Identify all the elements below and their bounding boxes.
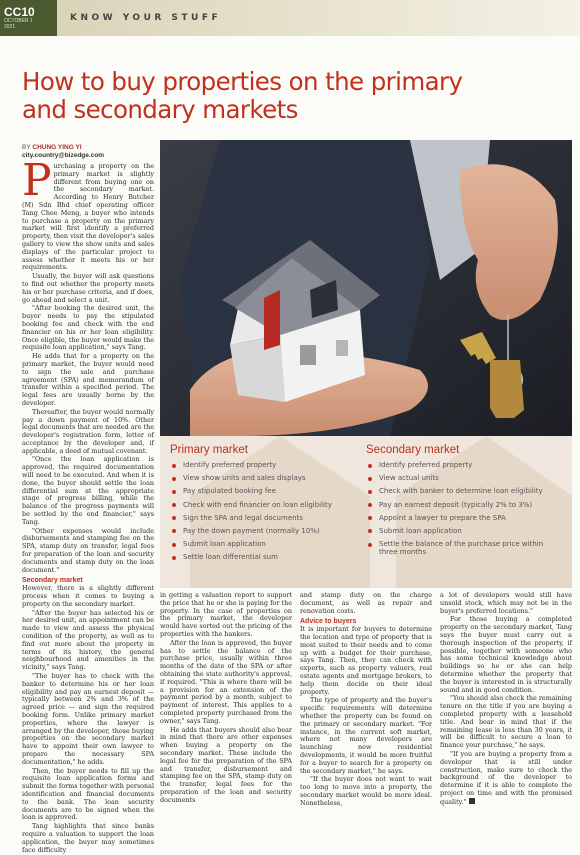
primary-steps-list xyxy=(170,461,358,562)
list-item: Identify preferred property xyxy=(170,461,358,470)
list-item: Pay stipulated booking fee xyxy=(170,487,358,496)
list-item: Pay the down payment (normally 10%) xyxy=(170,527,358,536)
author-email: city.country@bizedge.com xyxy=(22,152,105,159)
paragraph: "After booking the desired unit, the buyer needs to pay the stipulated booking fee and check with the end financier on his or her loan eligibility. Once eligible, the buyer would make the requisite loan application," says Tang. xyxy=(22,304,154,352)
paragraph: The type of property and the buyer's specific requirements will determine whether the property can be found on the primary or secondary market. "For instance, in the current soft market, where not many developers are launching new residential developments, it would be more fruitful for a buyer to search for a property on the secondary market," he says. xyxy=(300,696,432,775)
list-item: Submit loan application xyxy=(170,540,358,549)
primary-market-box xyxy=(160,436,366,588)
lead-text: urchasing a property on the primary market is slightly different from buying one on the secondary market. According to Henry Butcher (M) Sdn Bhd chief operating officer Tang Chee Meng, a buyer who intends to purchase a property on the primary market will first identify a preferred property, then visit the developer's sales gallery to view the show units and sales displays of the particular project to assess whether it meets his or her requirements. xyxy=(22,162,154,272)
list-item: Check with banker to determine loan eligibility xyxy=(366,487,554,496)
article-photo xyxy=(160,140,572,436)
author-name: CHUNG YING YI xyxy=(32,144,82,151)
drop-cap: P xyxy=(22,155,52,206)
issue-date: OCTOBER 1 xyxy=(4,18,33,24)
paragraph: It is important for buyers to determine the location and type of property that is most suited to their needs and to come up with a budget for their purchase, says Tang. Then, they can check with experts, such as property valuers, real estate agents and mortgage brokers, to help them decide on their ideal property. xyxy=(300,625,432,696)
list-item: Pay an earnest deposit (typically 2% to 3%) xyxy=(366,501,554,510)
list-item: View actual units xyxy=(366,474,554,483)
column-4 xyxy=(440,592,572,808)
column-2 xyxy=(160,592,292,806)
paragraph: He adds that for a property on the primary market, the buyer would need to sign the sale and purchase agreement (SPA) and memorandum of transfer within a specified period. The legal fees are usually borne by the developer. xyxy=(22,352,154,407)
paragraph: "Other expenses would include disbursements and stamping fee on the SPA, stamp duty on transfer, legal fees for preparation of the loan and security documents and stamp duty on the loan document." xyxy=(22,526,154,574)
paragraph: Tang highlights that since banks require a valuation to support the loan application, the buyer may sometimes face difficulty xyxy=(22,822,154,854)
paragraph: "After the buyer has selected his or her desired unit, an appointment can be made to view and assess the physical condition of the property, as well as to find out more about the property in terms of its history, the general neighbourhood and amenities in the vicinity," says Tang. xyxy=(22,608,154,672)
list-item: Appoint a lawyer to prepare the SPA xyxy=(366,514,554,523)
list-item: Settle the balance of the purchase price within three months xyxy=(366,540,554,556)
paragraph: "The buyer has to check with the banker to determine his or her loan eligibility and pay an earnest deposit — typically between 2% and 3% of the agreed price — and sign the required booking form. Unlike primary market properties, where the lawyer is arranged by the developer, those buying properties on the secondary market have to appoint their own lawyer to prepare the necessary SPA documentation," he adds. xyxy=(22,672,154,766)
paragraph: Usually, the buyer will ask questions to find out whether the property meets his or her purchase criteria, and if does, go ahead and select a unit. xyxy=(22,272,154,304)
secondary-market-box xyxy=(356,436,562,588)
list-item: Check with end financier on loan eligibility xyxy=(170,501,358,510)
end-mark-icon xyxy=(469,798,475,804)
paragraph: He adds that buyers should also bear in mind that there are other expenses when buying a property on the secondary market. These include the legal fee for the preparation of the SPA and transfer, disbursement and stamping fee on the SPA, stamp duty on the transfer, legal fees for the preparation of the loan and security documents xyxy=(160,725,292,804)
primary-box-title: Primary market xyxy=(170,444,248,456)
subhead-secondary: Secondary market xyxy=(22,577,83,585)
list-item: Sign the SPA and legal documents xyxy=(170,514,358,523)
paragraph: a lot of developers would still have unsold stock, which may not be in the buyer's preferred locations." xyxy=(440,591,572,615)
comparison-panel xyxy=(160,436,572,588)
house-keys-illustration xyxy=(160,140,572,436)
secondary-box-title: Secondary market xyxy=(366,444,460,456)
page-number: CC10 xyxy=(4,5,35,19)
paragraph: "If the buyer does not want to wait too long to move into a property, the secondary market would be more ideal. Nonetheless, xyxy=(300,775,432,807)
list-item: Submit loan application xyxy=(366,527,554,536)
list-item: Settle loan differential sum xyxy=(170,553,358,562)
paragraph: However, there is a slightly different process when it comes to buying a property on the secondary market. xyxy=(22,584,154,608)
paragraph: After the loan is approved, the buyer has to settle the balance of the purchase price, usually within three months of the date of the SPA or after obtaining the state authority's approval, if required. "This is where there will be a provision for an extension of the payment period by a month, subject to payment of interest. This applies to a completed property purchased from the owner," says Tang. xyxy=(160,638,292,725)
section-title: KNOW YOUR STUFF xyxy=(70,13,222,23)
paragraph xyxy=(440,751,572,807)
article-title: How to buy properties on the primary and secondary markets xyxy=(22,67,463,124)
closing-text: "If you are buying a property from a developer that is still under construction, make sure to check the background of the developer to determine if it is able to complete the project on time and with the promised quality." xyxy=(440,749,572,806)
list-item: View show units and sales displays xyxy=(170,474,358,483)
paragraph: and stamp duty on the charge document, as well as repair and renovation costs. xyxy=(300,591,432,615)
paragraph: Thereafter, the buyer would normally pay a down payment of 10%. Other legal documents that are needed are the developer's registration form, letter of acceptance by the developer and, if applicable, a deed of mutual covenant. xyxy=(22,407,154,455)
paragraph: "Once the loan application is approved, the required documentation will need to be executed. And when it is done, the buyer should settle the loan differential sum at the appropriate stage of progress billing, while the balance of the progress payments will be settled by the end financier," says Tang. xyxy=(22,455,154,526)
list-item: Identify preferred property xyxy=(366,461,554,470)
subhead-advice: Advice to buyers xyxy=(300,618,357,626)
issue-year: 2021 xyxy=(4,24,16,30)
secondary-steps-list xyxy=(366,461,554,556)
paragraph: For those buying a completed property on the secondary market, Tang says the buyer must carry out a thorough inspection of the property, if possible, together with someone who has some technical knowledge about buildings so he or she can help determine whether the property that the buyer is interested in is structurally sound and in good condition. xyxy=(440,615,572,694)
byline-prefix: BY xyxy=(22,144,31,151)
byline xyxy=(22,144,82,151)
column-3 xyxy=(300,592,432,809)
paragraph: "You should also check the remaining tenure on the title if you are buying a completed property with a leasehold title. And bear in mind that if the remaining lease is less than 30 years, it will be difficult to secure a loan to finance your purchase," he says. xyxy=(440,694,572,750)
page-tab xyxy=(0,0,57,36)
paragraph: Then, the buyer needs to fill up the requisite loan application forms and submit the forms together with personal identification and financial documents to the bank. The loan security documents are to be signed when the loan is approved. xyxy=(22,766,154,822)
paragraph: in getting a valuation report to support the price that he or she is paying for the property. In the case of properties on the primary market, the developer would have sorted out the pricing of the properties with the bankers. xyxy=(160,591,292,638)
